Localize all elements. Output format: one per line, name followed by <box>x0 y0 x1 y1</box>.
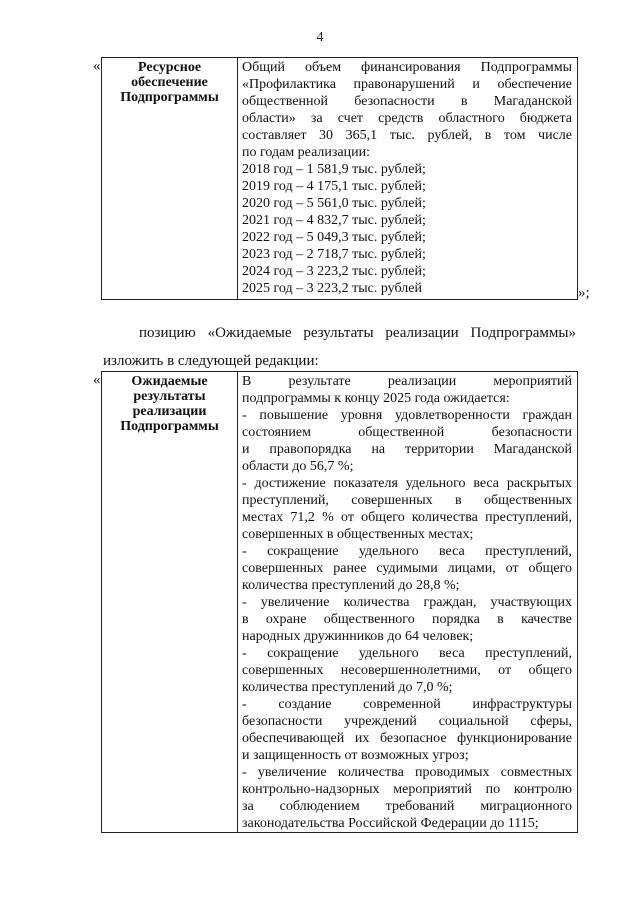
funding-year-line: 2024 год – 3 223,2 тыс. рублей; <box>242 264 426 279</box>
funding-text-line: «Профилактика правонарушений и обеспечение <box>242 77 572 92</box>
expected-result-line: области до 56,7 %; <box>242 459 354 474</box>
resource-label <box>102 60 237 105</box>
resource-label-line: обеспечение <box>131 75 208 90</box>
expected-result-line: в охране общественного порядка в качестве <box>242 612 572 627</box>
closing-quote-mark: »; <box>578 285 590 301</box>
results-table <box>101 371 578 833</box>
expected-result-line: - сокращение удельного веса преступлений, <box>242 646 572 661</box>
funding-text-line: составляет 30 365,1 тыс. рублей, в том числе <box>242 128 572 143</box>
resource-label-line: Подпрограммы <box>120 90 219 105</box>
expected-result-line: - достижение показателя удельного веса раскрытых <box>242 476 572 491</box>
results-content-cell <box>238 372 578 833</box>
expected-result-line: законодательства Российской Федерации до 1115; <box>242 816 539 831</box>
funding-year-line: 2021 год – 4 832,7 тыс. рублей; <box>242 213 426 228</box>
funding-year-line: 2018 год – 1 581,9 тыс. рублей; <box>242 162 426 177</box>
expected-result-line: контрольно-надзорных мероприятий по контролю <box>242 782 572 797</box>
funding-text-line: Общий объем финансирования Подпрограммы <box>242 60 572 75</box>
instruction-line-1: позицию «Ожидаемые результаты реализации Подпрограммы» <box>139 325 576 341</box>
resource-content-cell <box>238 58 578 300</box>
expected-result-line: и правопорядка на территории Магаданской <box>242 442 572 457</box>
expected-result-line: за соблюдением требований миграционного <box>242 799 572 814</box>
expected-result-line: безопасности учреждений социальной сферы, <box>242 714 572 729</box>
expected-result-line: - увеличение количества граждан, участвующих <box>242 595 572 610</box>
funding-text-line: общественной безопасности в Магаданской <box>242 94 572 109</box>
instruction-paragraph <box>139 324 576 342</box>
funding-year-line: 2023 год – 2 718,7 тыс. рублей; <box>242 247 426 262</box>
funding-year-line: 2025 год – 3 223,2 тыс. рублей <box>242 281 422 296</box>
expected-result-line: обеспечивающей их безопасное функционирование <box>242 731 572 746</box>
results-label <box>102 374 237 434</box>
funding-text-line: по годам реализации: <box>242 145 370 160</box>
expected-result-line: - создание современной инфраструктуры <box>242 697 572 712</box>
instruction-paragraph-continued <box>103 352 319 370</box>
resource-table <box>101 57 578 300</box>
expected-result-line: состоянием общественной безопасности <box>242 425 572 440</box>
funding-year-line: 2019 год – 4 175,1 тыс. рублей; <box>242 179 426 194</box>
expected-result-line: совершенных в общественных местах; <box>242 527 474 542</box>
funding-year-line: 2022 год – 5 049,3 тыс. рублей; <box>242 230 426 245</box>
funding-text-line: области» за счет средств областного бюджета <box>242 111 572 126</box>
expected-result-line: и защищенность от возможных угроз; <box>242 748 469 763</box>
expected-result-line: совершенных ранее судимыми лицами, от общего <box>242 561 572 576</box>
expected-result-line: количества преступлений до 28,8 %; <box>242 578 460 593</box>
results-label-line: Ожидаемые <box>131 374 208 389</box>
opening-quote-mark-second: « <box>93 372 101 388</box>
results-row <box>102 372 578 833</box>
expected-result-line: народных дружинников до 64 человек; <box>242 629 474 644</box>
expected-result-line: количества преступлений до 7,0 %; <box>242 680 453 695</box>
expected-result-line: преступлений, совершенных в общественных <box>242 493 572 508</box>
results-label-line: Подпрограммы <box>120 419 219 434</box>
resource-label-line: Ресурсное <box>137 60 202 75</box>
expected-result-line: - повышение уровня удовлетворенности граждан <box>242 408 572 423</box>
opening-quote-mark: « <box>93 58 101 74</box>
expected-result-line: подпрограммы к концу 2025 года ожидается: <box>242 391 510 406</box>
funding-year-line: 2020 год – 5 561,0 тыс. рублей; <box>242 196 426 211</box>
expected-result-line: - увеличение количества проводимых совместных <box>242 765 572 780</box>
results-content <box>242 373 572 832</box>
results-label-line: результаты <box>133 389 206 404</box>
expected-result-line: В результате реализации мероприятий <box>242 374 572 389</box>
expected-result-line: - сокращение удельного веса преступлений, <box>242 544 572 559</box>
page-number: 4 <box>316 30 324 45</box>
instruction-line-2: изложить в следующей редакции: <box>103 353 319 369</box>
resource-row <box>102 58 578 300</box>
results-label-cell <box>102 372 238 833</box>
resource-label-cell <box>102 58 238 300</box>
results-label-line: реализации <box>132 404 207 419</box>
expected-result-line: совершенных несовершеннолетними, от общего <box>242 663 572 678</box>
resource-content <box>242 59 572 297</box>
expected-result-line: местах 71,2 % от общего количества преступлений, <box>242 510 572 525</box>
